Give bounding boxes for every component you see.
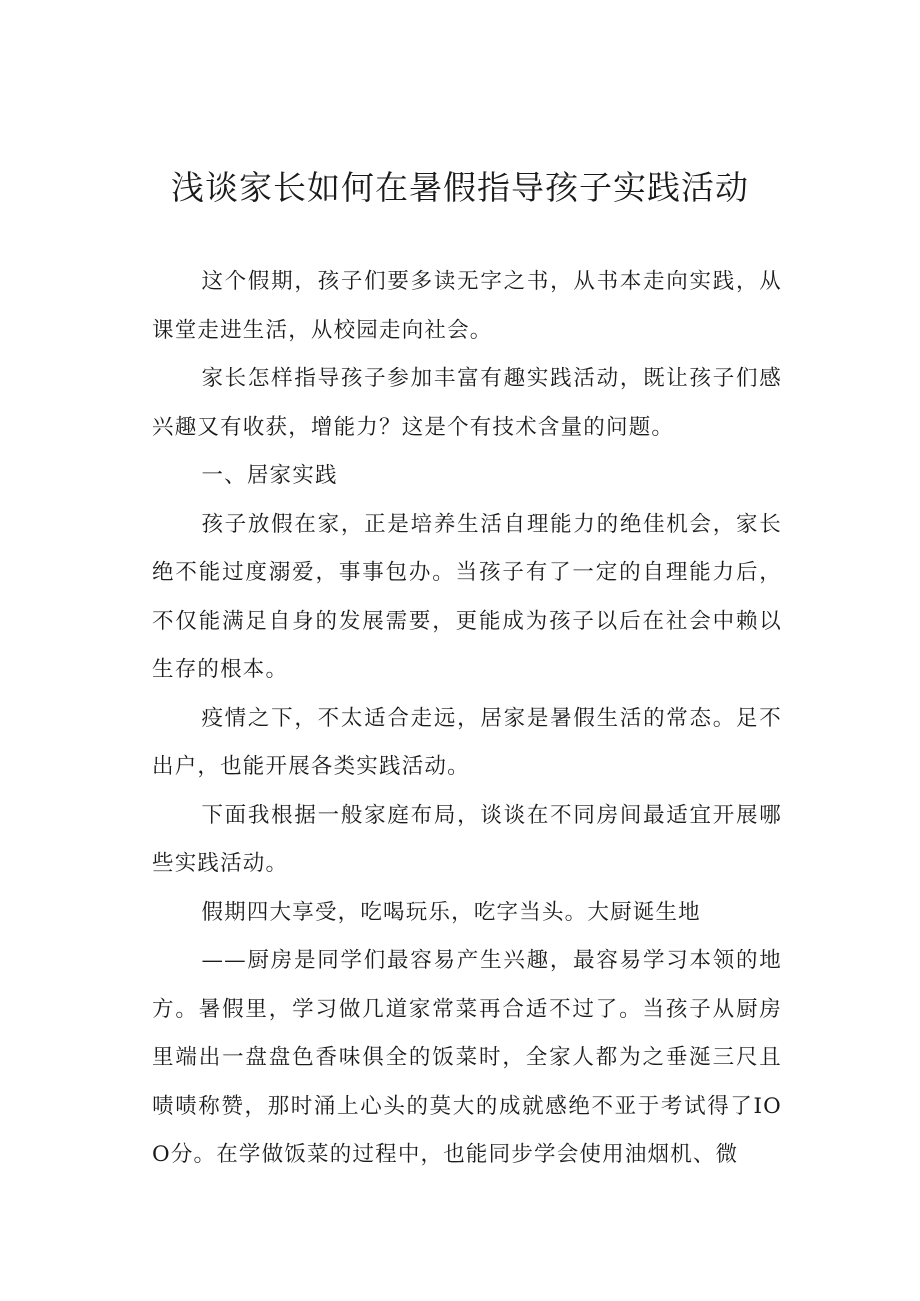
paragraph: 孩子放假在家，正是培养生活自理能力的绝佳机会，家长绝不能过度溺爱，事事包办。当孩子有了一定的自理能力后，不仅能满足自身的发展需要，更能成为孩子以后在社会中赖以生存的根本。 xyxy=(152,511,782,682)
paragraph: 假期四大享受，吃喝玩乐，吃字当头。大厨诞生地 xyxy=(201,899,701,925)
paragraph: 这个假期，孩子们要多读无字之书，从书本走向实践，从课堂走进生活，从校园走向社会。 xyxy=(152,269,782,343)
document-body xyxy=(152,258,782,1180)
document-title: 浅谈家长如何在暑假指导孩子实践活动 xyxy=(171,168,749,207)
paragraph: 下面我根据一般家庭布局，谈谈在不同房间最适宜开展哪些实践活动。 xyxy=(152,802,782,876)
paragraph: ——厨房是同学们最容易产生兴趣，最容易学习本领的地方。暑假里，学习做几道家常菜再合适不过了。当孩子从厨房里端出一盘盘色香味俱全的饭菜时，全家人都为之垂涎三尺且啧啧称赞，那时涌上心头的莫大的成就感绝不亚于考试得了IOO分。在学做饭菜的过程中，也能同步学会使用油烟机、微 xyxy=(152,948,782,1167)
section-heading: 一、居家实践 xyxy=(201,463,338,488)
paragraph: 家长怎样指导孩子参加丰富有趣实践活动，既让孩子们感兴趣又有收获，增能力？这是个有技术含量的问题。 xyxy=(152,366,782,440)
paragraph: 疫情之下，不太适合走远，居家是暑假生活的常态。足不出户，也能开展各类实践活动。 xyxy=(152,705,782,779)
